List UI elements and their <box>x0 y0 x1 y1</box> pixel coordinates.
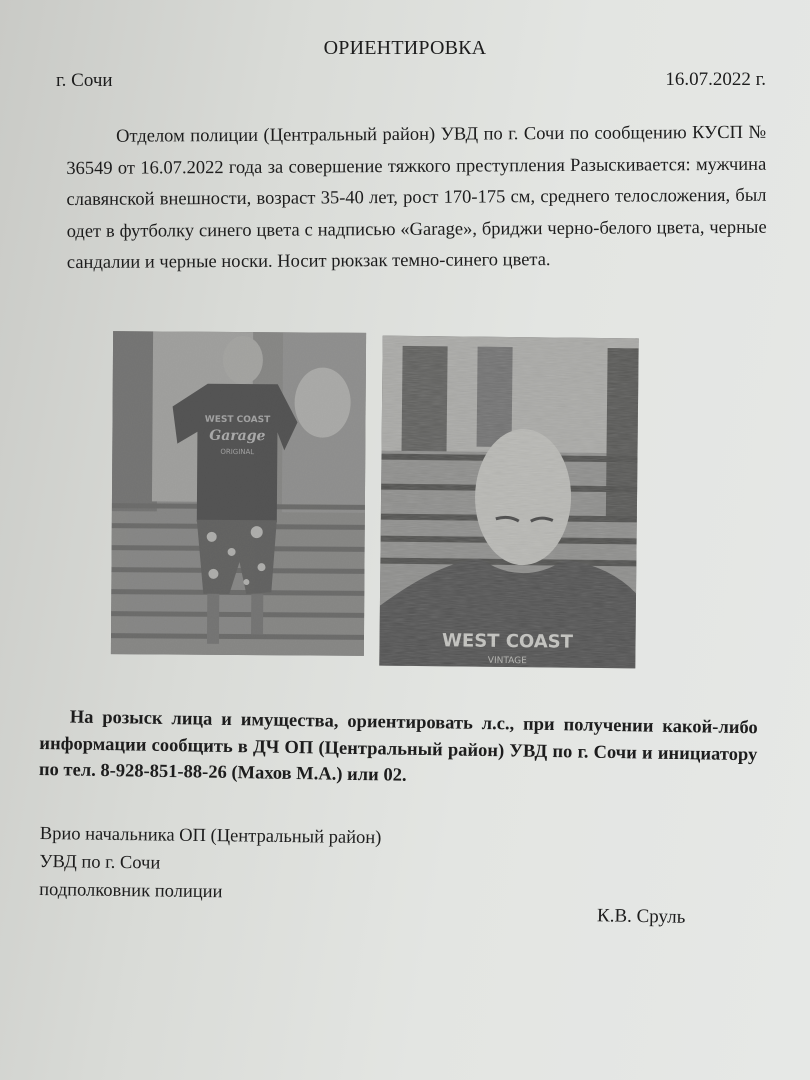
document-city: г. Сочи <box>56 70 113 91</box>
svg-text:WEST COAST: WEST COAST <box>441 630 574 653</box>
svg-text:Garage: Garage <box>209 427 266 445</box>
document-date: 16.07.2022 г. <box>665 69 766 90</box>
suspect-photo-closeup <box>379 336 638 669</box>
document-title: ОРИЕНТИРОВКА <box>323 37 487 59</box>
svg-text:WEST COAST: WEST COAST <box>204 414 271 426</box>
signer-name: К.В. Сруль <box>596 905 686 928</box>
signer-department: УВД по г. Сочи <box>39 851 161 874</box>
svg-text:ORIGINAL: ORIGINAL <box>220 447 255 457</box>
svg-text:VINTAGE: VINTAGE <box>487 655 527 667</box>
signer-block <box>39 820 382 908</box>
suspect-photo-full-body <box>111 331 366 656</box>
notice-paragraph: На розыск лица и имущества, ориентировать л.с., при получении какой-либо информации сообщить в ДЧ ОП (Центральный район) УВД по г. Сочи и инициатору по тел. 8-928-851-88-26 (Махов М.А.) или 02. <box>38 707 758 786</box>
signer-position: Врио начальника ОП (Центральный район) <box>39 823 382 849</box>
signer-rank: подполковник полиции <box>39 879 223 903</box>
contact-instructions <box>39 704 758 795</box>
description-paragraph: Отделом полиции (Центральный район) УВД по г. Сочи по сообщению КУСП № 36549 от 16.07.2022 года за совершение тяжкого преступления Разыскивается: мужчина славянской внешности, возраст 35-40 лет, рост 170-175 см, среднего телосложения, был одет в футболку синего цвета с надписью «Garage», бриджи черно-белого цвета, черные сандалии и черные носки. Носит рюкзак темно-синего цвета. <box>66 122 767 274</box>
suspect-description <box>66 118 767 280</box>
